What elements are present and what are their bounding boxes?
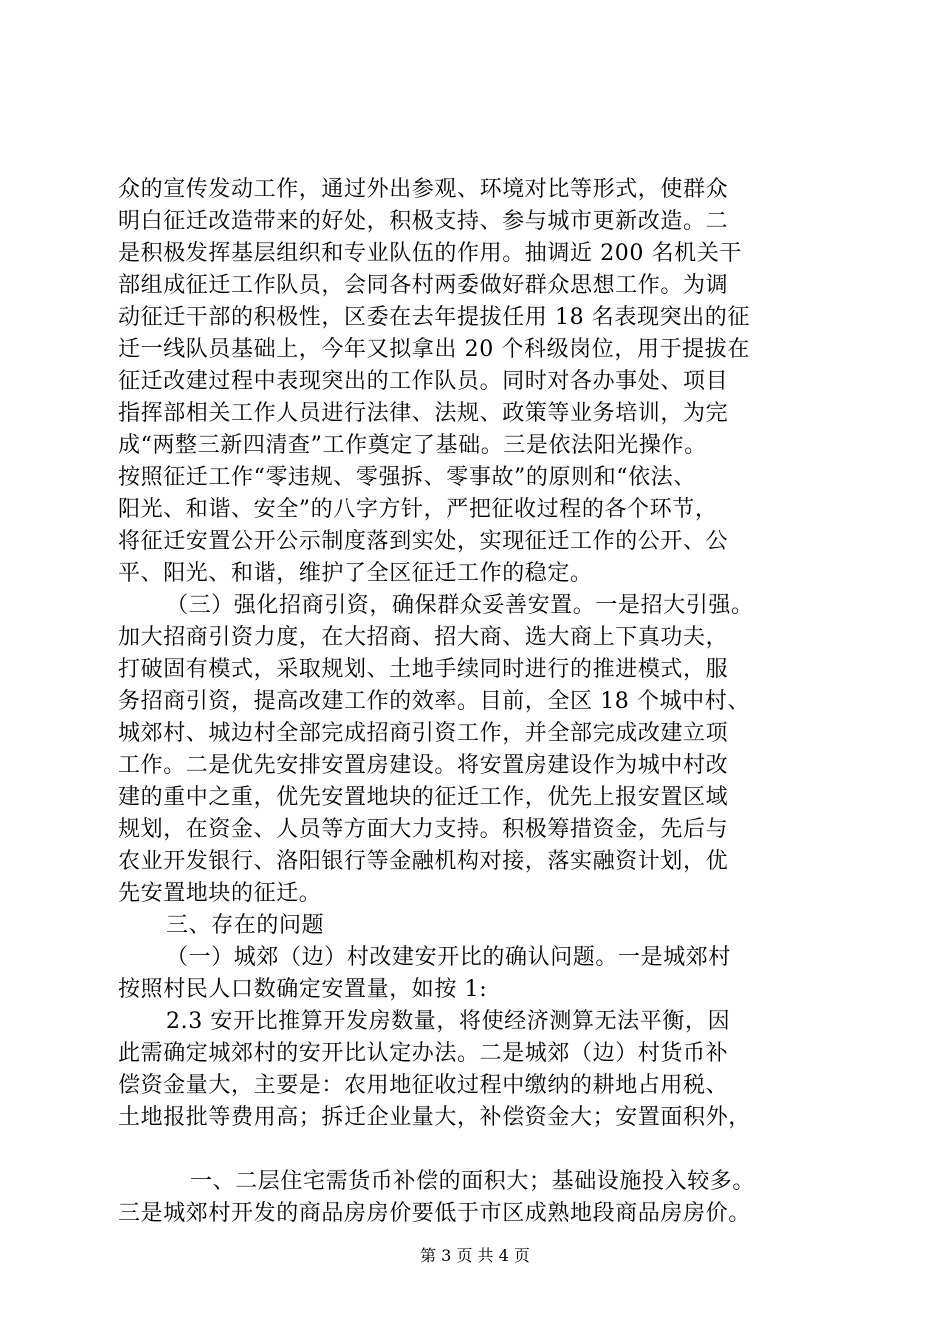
text-line: 将征迁安置公开公示制度落到实处，实现征迁工作的公开、公 bbox=[118, 529, 729, 554]
paragraph-start-line: 2.3 安开比推算开发房数量，将使经济测算无法平衡，因 bbox=[166, 1009, 731, 1034]
text-line: 建的重中之重，优先安置地块的征迁工作，优先上报安置区域 bbox=[118, 785, 729, 810]
text-line: 先安置地块的征迁。 bbox=[118, 881, 322, 906]
paragraph-start-line: （三）强化招商引资，确保群众妥善安置。一是招大引强。 bbox=[166, 593, 754, 618]
text-line: 成“两整三新四清查”工作奠定了基础。三是依法阳光操作。 bbox=[118, 433, 707, 458]
paragraph-start-line: （一）城郊（边）村改建安开比的确认问题。一是城郊村 bbox=[166, 945, 732, 970]
text-line: 部组成征迁工作队员，会同各村两委做好群众思想工作。为调 bbox=[118, 273, 729, 298]
text-line: 众的宣传发动工作，通过外出参观、环境对比等形式，使群众 bbox=[118, 177, 729, 202]
text-line: 偿资金量大，主要是：农用地征收过程中缴纳的耕地占用税、 bbox=[118, 1073, 729, 1098]
text-line: 打破固有模式，采取规划、土地手续同时进行的推进模式，服 bbox=[118, 657, 729, 682]
text-line: 土地报批等费用高；拆迁企业量大，补偿资金大；安置面积外， bbox=[118, 1105, 751, 1130]
text-line: 规划，在资金、人员等方面大力支持。积极筹措资金，先后与 bbox=[118, 817, 729, 842]
section-heading: 三、存在的问题 bbox=[166, 913, 325, 938]
text-line: 迁一线队员基础上，今年又拟拿出 20 个科级岗位，用于提拔在 bbox=[118, 337, 750, 362]
text-line: 征迁改建过程中表现突出的工作队员。同时对各办事处、项目 bbox=[118, 369, 729, 394]
text-line: 农业开发银行、洛阳银行等金融机构对接，落实融资计划，优 bbox=[118, 849, 729, 874]
text-line: 三是城郊村开发的商品房房价要低于市区成熟地段商品房房价。 bbox=[118, 1201, 751, 1226]
paragraph-start-line: 一、二层住宅需货币补偿的面积大；基础设施投入较多。 bbox=[190, 1169, 756, 1194]
text-line: 务招商引资，提高改建工作的效率。目前，全区 18 个城中村、 bbox=[118, 689, 750, 714]
text-line: 加大招商引资力度，在大招商、招大商、选大商上下真功夫， bbox=[118, 625, 729, 650]
text-line: 明白征迁改造带来的好处，积极支持、参与城市更新改造。二 bbox=[118, 209, 729, 234]
text-line: 按照村民人口数确定安置量，如按 1: bbox=[118, 977, 488, 1002]
text-line: 工作。二是优先安排安置房建设。将安置房建设作为城中村改 bbox=[118, 753, 729, 778]
text-line: 平、阳光、和谐，维护了全区征迁工作的稳定。 bbox=[118, 561, 593, 586]
text-line: 此需确定城郊村的安开比认定办法。二是城郊（边）村货币补 bbox=[118, 1041, 729, 1066]
text-line: 是积极发挥基层组织和专业队伍的作用。抽调近 200 名机关干 bbox=[118, 241, 742, 266]
text-line: 指挥部相关工作人员进行法律、法规、政策等业务培训，为完 bbox=[118, 401, 729, 426]
page-number-footer: 第 3 页 共 4 页 bbox=[420, 1246, 530, 1265]
text-line: 城郊村、城边村全部完成招商引资工作，并全部完成改建立项 bbox=[118, 721, 729, 746]
text-line: 动征迁干部的积极性，区委在去年提拔任用 18 名表现突出的征 bbox=[118, 305, 750, 330]
text-line: 阳光、和谐、安全”的八字方针，严把征收过程的各个环节， bbox=[118, 497, 718, 522]
text-line: 按照征迁工作“零违规、零强拆、零事故”的原则和“依法、 bbox=[118, 465, 696, 490]
